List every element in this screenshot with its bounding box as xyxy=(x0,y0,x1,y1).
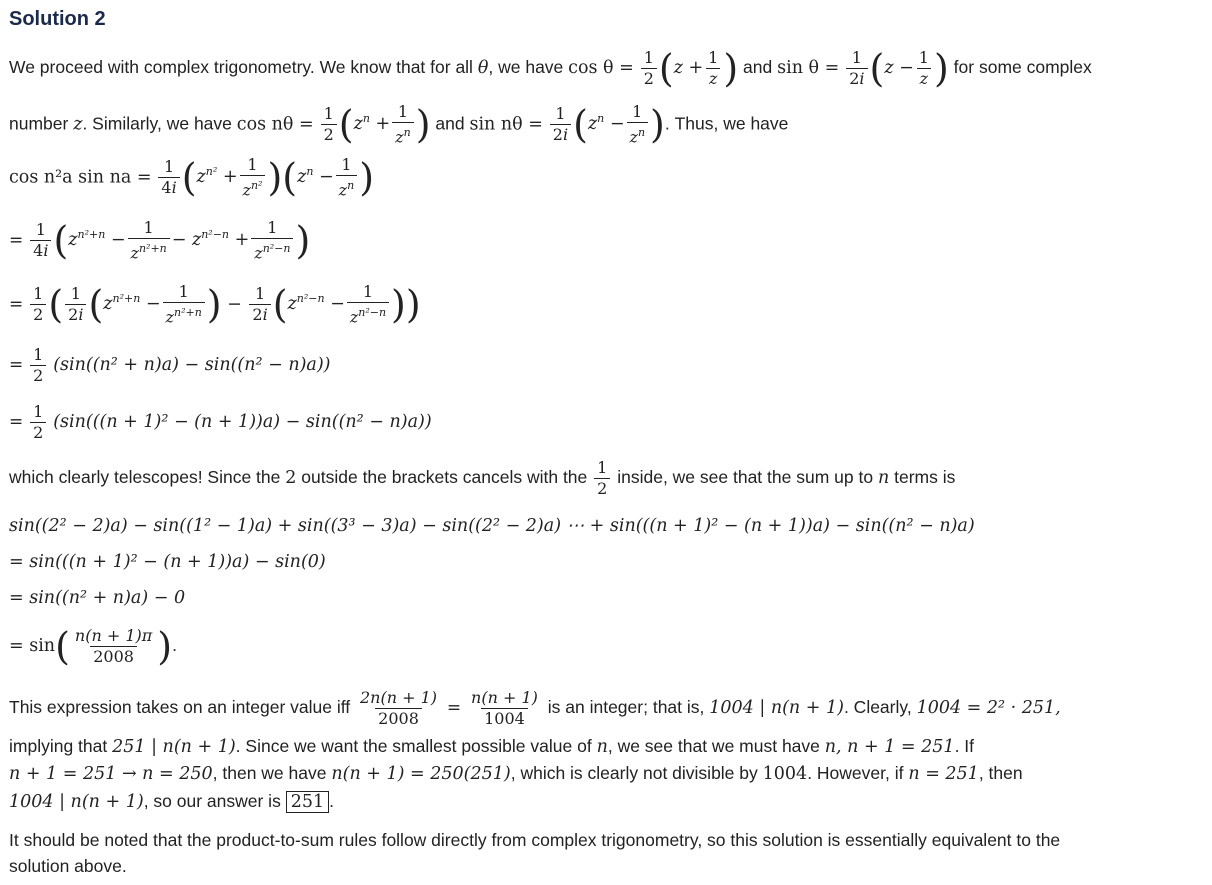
fraction: $\frac{1}{z^n}$ xyxy=(392,102,414,147)
math-div: 1004 | n(n + 1) xyxy=(9,792,144,812)
paragraph-line-7: 1004 | n(n + 1), so our answer is 251 . xyxy=(9,791,334,812)
text: outside the brackets cancels with the xyxy=(301,467,588,488)
math-term: $z^n$ − xyxy=(297,165,334,188)
math-lhs: cos n²a sin na = xyxy=(9,167,152,188)
paren: ) xyxy=(267,155,283,200)
fraction: $\frac{1}{2}$ xyxy=(594,458,610,499)
paren: ( xyxy=(658,46,674,91)
text: , then we have xyxy=(212,763,327,783)
paragraph-line-2 xyxy=(9,102,788,147)
paren: )) xyxy=(391,282,421,327)
text: is an integer; that is, xyxy=(547,697,705,718)
answer-box: 251 xyxy=(286,791,329,813)
fraction: $\frac{1}{2i}$ xyxy=(846,48,867,89)
text: which clearly telescopes! Since the xyxy=(9,467,281,488)
math-nn1: n, n + 1 = 251 xyxy=(824,737,955,757)
text: inside, we see that the sum up to xyxy=(617,467,874,488)
math-sin: = sin xyxy=(9,636,56,657)
sum-line-2: = sin(((n + 1)² − (n + 1))a) − sin(0) xyxy=(9,552,326,572)
paren: ( xyxy=(88,282,104,327)
equation-line-4 xyxy=(9,345,331,386)
text: . Clearly, xyxy=(843,697,912,718)
fraction: $\frac{1}{z^n}$ xyxy=(336,155,358,200)
fraction: $\frac{1}{z^{n^2-n}}$ xyxy=(251,218,293,263)
text: . However, if xyxy=(807,763,904,783)
text: , we see that we must have xyxy=(607,736,820,756)
equation-line-1 xyxy=(9,155,374,200)
math-n251: n = 251 xyxy=(908,764,979,784)
fraction: $\frac{1}{2i}$ xyxy=(249,284,270,325)
equals: = xyxy=(446,698,462,719)
math-cos-ntheta: cos nθ = xyxy=(236,114,314,135)
paragraph-line-4 xyxy=(9,688,1061,729)
text: implying that xyxy=(9,736,108,756)
math-n: n xyxy=(596,737,608,757)
fraction: $\frac{1}{2}$ xyxy=(30,402,46,443)
math-term: $z^{n^2+n}$ − xyxy=(68,228,126,251)
paren: ( xyxy=(869,46,885,91)
paren: ( xyxy=(48,282,64,327)
math-div: 1004 | n(n + 1) xyxy=(709,698,844,719)
text: number xyxy=(9,113,69,134)
math-sin-theta: sin θ = xyxy=(777,58,840,79)
text: This expression takes on an integer value iff xyxy=(9,697,351,718)
paren: ) xyxy=(295,218,311,263)
paren: ) xyxy=(359,155,375,200)
fraction: $\frac{1}{z^n}$ xyxy=(627,102,649,147)
math-term: $z^{n^2}$ + xyxy=(196,165,238,188)
paren: ( xyxy=(573,102,588,147)
math-fact: 1004 = 2² · 251, xyxy=(916,698,1061,719)
fraction: $\frac{2n(n + 1)}{2008}$ xyxy=(360,688,438,728)
fraction: $\frac{1}{2i}$ xyxy=(550,104,571,145)
math-theta: θ xyxy=(477,58,489,79)
paren: ) xyxy=(415,102,431,147)
math-term: − $z^{n^2-n}$ + xyxy=(171,228,250,251)
fraction: $\frac{1}{2i}$ xyxy=(65,284,86,325)
text: . Similarly, we have xyxy=(82,113,232,134)
math-sin-ntheta: sin nθ = xyxy=(469,114,543,135)
fraction: $\frac{1}{z}$ xyxy=(705,48,721,89)
fraction: $\frac{1}{4i}$ xyxy=(30,220,51,261)
equation-line-5 xyxy=(9,402,432,443)
math-cos-theta: cos θ = xyxy=(568,58,634,79)
equals: = xyxy=(9,355,24,376)
equation-line-2 xyxy=(9,218,310,263)
fraction: $\frac{1}{2}$ xyxy=(30,284,46,325)
sum-line-1: sin((2² − 2)a) − sin((1² − 1)a) + sin((3³ − 3)a) − sin((2² − 2)a) ⋯ + sin(((n + 1)² − (n + 1))a) − sin((n² − n)a) xyxy=(9,516,975,536)
math-term: $z^{n^2+n}$ − xyxy=(103,292,161,315)
fraction: $\frac{1}{4i}$ xyxy=(158,157,179,198)
math-zn: $z^n$ + xyxy=(353,112,391,135)
text: and xyxy=(435,113,465,134)
math-z: z xyxy=(73,114,83,135)
paren: ) xyxy=(933,46,949,91)
paren: ( xyxy=(53,218,69,263)
paren: ) xyxy=(650,102,665,147)
math-1004: 1004 xyxy=(762,764,808,784)
fraction: $\frac{1}{z^{n^2+n}}$ xyxy=(128,218,170,263)
math-zn: $z^n$ − xyxy=(587,112,625,135)
paren: ) xyxy=(723,46,739,91)
math-n: n xyxy=(877,468,890,489)
paren: ) xyxy=(206,282,222,327)
paragraph-line-1 xyxy=(9,48,1092,89)
equals: = xyxy=(9,294,24,315)
equals: = xyxy=(9,230,24,251)
fraction: $\frac{1}{2}$ xyxy=(321,104,337,145)
text: terms is xyxy=(894,467,956,488)
fraction: $\frac{n(n + 1)\pi}{2008}$ xyxy=(74,626,153,666)
minus: − xyxy=(221,294,248,315)
text: , then xyxy=(978,763,1023,783)
math-div: 251 | n(n + 1) xyxy=(112,737,236,757)
text: . Thus, we have xyxy=(664,113,789,134)
text: We proceed with complex trigonometry. We know that for all xyxy=(9,57,473,78)
paragraph-line-3 xyxy=(9,458,955,499)
math-z: z + xyxy=(673,58,704,79)
paren: ( xyxy=(282,155,298,200)
fraction: $\frac{1}{z^{n^2+n}}$ xyxy=(163,282,205,327)
paragraph-line-5 xyxy=(9,736,974,757)
text: and xyxy=(743,57,773,78)
math-impl: n + 1 = 251 → n = 250 xyxy=(9,764,213,784)
fraction: $\frac{1}{2}$ xyxy=(30,345,46,386)
text: for some complex xyxy=(953,57,1092,78)
paren: ( xyxy=(338,102,354,147)
fraction: $\frac{n(n + 1)}{1004}$ xyxy=(471,688,538,728)
text: . If xyxy=(954,736,975,756)
equals: = xyxy=(9,412,24,433)
text: , we have xyxy=(488,57,564,78)
math-z: z − xyxy=(884,58,914,79)
sum-line-3: = sin((n² + n)a) − 0 xyxy=(9,588,186,608)
solution-heading: Solution 2 xyxy=(9,8,106,30)
fraction: $\frac{1}{z^{n^2-n}}$ xyxy=(347,282,389,327)
math-term: (sin(((n + 1)² − (n + 1))a) − sin((n² − n)a)) xyxy=(53,412,432,433)
paren: ( xyxy=(55,624,70,669)
equation-line-3 xyxy=(9,282,421,327)
paren: ( xyxy=(272,282,288,327)
fraction: $\frac{1}{z^{n^2}}$ xyxy=(240,155,266,200)
math-term: $z^{n^2-n}$ − xyxy=(287,292,345,315)
paren: ( xyxy=(181,155,197,200)
fraction: $\frac{1}{z}$ xyxy=(916,48,932,89)
text: . Since we want the smallest possible value of xyxy=(235,736,592,756)
paren: ) xyxy=(157,624,173,669)
fraction: $\frac{1}{2}$ xyxy=(641,48,657,89)
math-two: 2 xyxy=(285,468,297,489)
paragraph-line-9: solution above. xyxy=(9,856,127,876)
paragraph-line-6 xyxy=(9,763,1023,784)
text: , which is clearly not divisible by xyxy=(510,763,758,783)
math-prod: n(n + 1) = 250(251) xyxy=(331,764,511,784)
text: , so our answer is xyxy=(143,791,281,811)
paragraph-line-8: It should be noted that the product-to-sum rules follow directly from complex trigonometry, so this solution is essentially equivalent to the xyxy=(9,830,1061,850)
math-term: (sin((n² + n)a) − sin((n² − n)a)) xyxy=(53,355,331,376)
sum-line-4: = sin( $\frac{n(n + 1)\pi}{2008}$ ). xyxy=(9,624,177,669)
